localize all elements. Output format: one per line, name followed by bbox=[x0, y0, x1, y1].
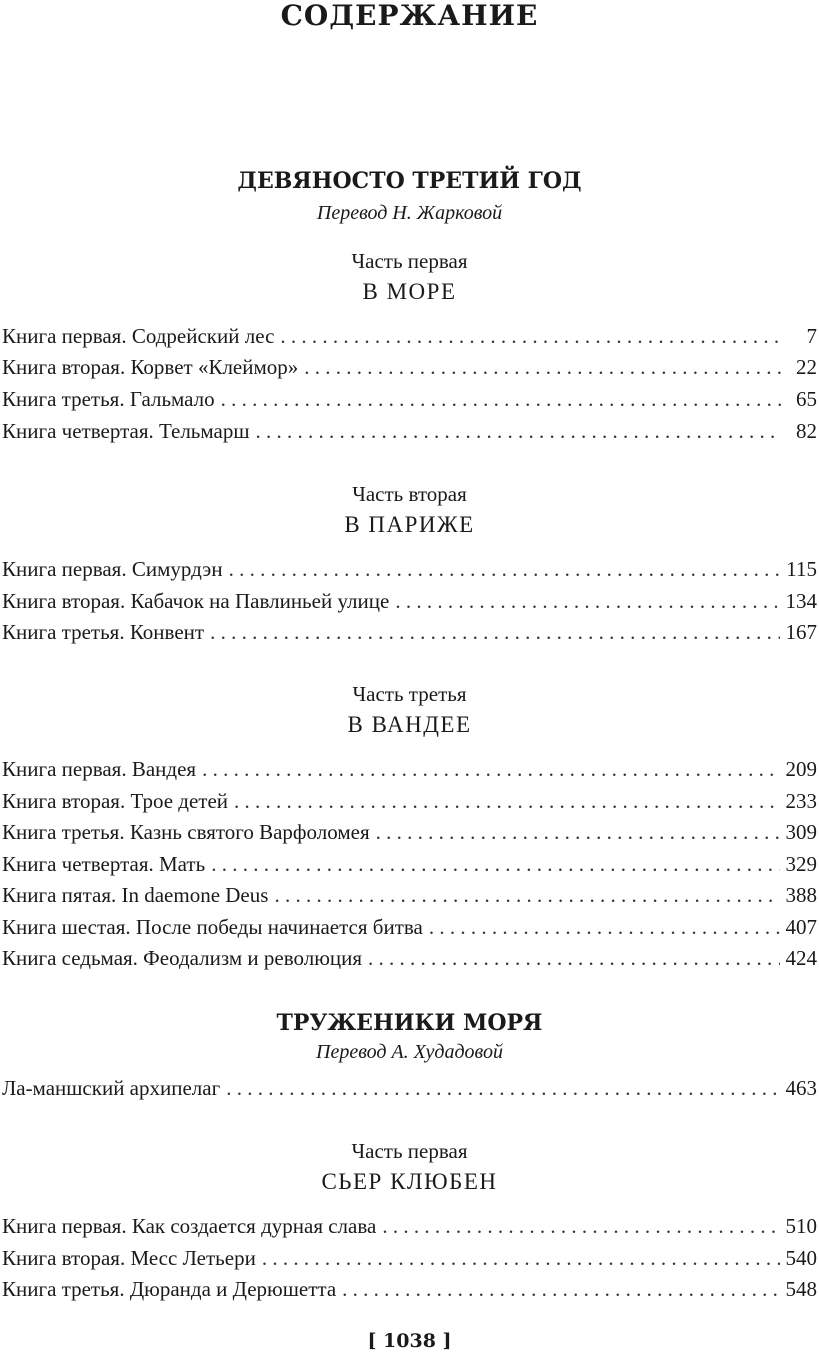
entry-page: 329 bbox=[785, 852, 817, 876]
leader-dots bbox=[429, 914, 780, 940]
leader-dots bbox=[234, 788, 779, 814]
entry-label: Книга первая. Содрейский лес bbox=[2, 324, 275, 348]
leader-dots bbox=[395, 588, 779, 614]
work-title-1: ДЕВЯНОСТО ТРЕТИЙ ГОД bbox=[237, 168, 582, 194]
leader-dots bbox=[382, 1213, 779, 1239]
entry-label: Книга третья. Дюранда и Дерюшетта bbox=[2, 1277, 337, 1301]
entry-page: 309 bbox=[785, 820, 817, 844]
leader-dots bbox=[368, 945, 779, 971]
entry-label: Ла-маншский архипелаг bbox=[2, 1076, 221, 1100]
entry-page: 233 bbox=[785, 789, 817, 813]
leader-dots bbox=[210, 619, 779, 645]
toc-entry[interactable] bbox=[2, 1075, 817, 1101]
toc-entry[interactable] bbox=[2, 945, 817, 971]
entry-label: Книга четвертая. Мать bbox=[2, 852, 206, 876]
leader-dots bbox=[262, 1245, 780, 1271]
entry-label: Книга вторая. Кабачок на Павлиньей улице bbox=[2, 589, 390, 613]
entry-page: 463 bbox=[785, 1076, 817, 1100]
entry-page: 115 bbox=[786, 557, 817, 581]
entry-label: Книга вторая. Корвет «Клеймор» bbox=[2, 355, 299, 379]
entry-page: 388 bbox=[785, 883, 817, 907]
toc-entry[interactable] bbox=[2, 588, 817, 614]
part-title: СЬЕР КЛЮБЕН bbox=[321, 1169, 498, 1194]
entry-page: 510 bbox=[785, 1214, 817, 1238]
page-number: [ 1038 ] bbox=[367, 1330, 452, 1352]
leader-dots bbox=[342, 1276, 779, 1302]
part-title: В МОРЕ bbox=[362, 279, 457, 304]
toc-entry[interactable] bbox=[2, 851, 817, 877]
entry-label: Книга вторая. Трое детей bbox=[2, 789, 229, 813]
leader-dots bbox=[256, 418, 781, 444]
entry-label: Книга седьмая. Феодализм и революция bbox=[2, 946, 363, 970]
part-label: Часть первая bbox=[351, 1139, 468, 1163]
toc-entry[interactable] bbox=[2, 788, 817, 814]
leader-dots bbox=[304, 354, 781, 380]
entry-page: 22 bbox=[796, 355, 817, 379]
leader-dots bbox=[274, 882, 779, 908]
entry-page: 82 bbox=[796, 419, 817, 443]
entry-label: Книга третья. Гальмало bbox=[2, 387, 215, 411]
entry-label: Книга четвертая. Тельмарш bbox=[2, 419, 250, 443]
leader-dots bbox=[202, 756, 779, 782]
entry-label: Книга шестая. После победы начинается битва bbox=[2, 915, 423, 939]
toc-entry[interactable] bbox=[2, 819, 817, 845]
entry-page: 540 bbox=[785, 1246, 817, 1270]
leader-dots bbox=[221, 386, 781, 412]
leader-dots bbox=[211, 851, 779, 877]
toc-entry[interactable] bbox=[2, 756, 817, 782]
leader-dots bbox=[229, 556, 781, 582]
part-title: В ВАНДЕЕ bbox=[347, 712, 472, 737]
entry-label: Книга вторая. Месс Летьери bbox=[2, 1246, 256, 1270]
toc-entry[interactable] bbox=[2, 386, 817, 412]
toc-entry[interactable] bbox=[2, 619, 817, 645]
part-label: Часть вторая bbox=[352, 482, 467, 506]
leader-dots bbox=[226, 1075, 779, 1101]
translator-2: Перевод А. Худадовой bbox=[316, 1041, 503, 1063]
entry-label: Книга пятая. In daemone Deus bbox=[2, 883, 269, 907]
page-title: СОДЕРЖАНИЕ bbox=[280, 0, 539, 32]
toc-entry[interactable] bbox=[2, 914, 817, 940]
entry-page: 167 bbox=[785, 620, 817, 644]
translator-1: Перевод Н. Жарковой bbox=[316, 202, 503, 224]
entry-label: Книга третья. Казнь святого Варфоломея bbox=[2, 820, 370, 844]
leader-dots bbox=[280, 323, 781, 349]
toc-entry[interactable] bbox=[2, 882, 817, 908]
entry-page: 65 bbox=[796, 387, 817, 411]
entry-label: Книга третья. Конвент bbox=[2, 620, 205, 644]
entry-page: 134 bbox=[785, 589, 817, 613]
toc-entry[interactable] bbox=[2, 1276, 817, 1302]
entry-page: 548 bbox=[785, 1277, 817, 1301]
toc-entry[interactable] bbox=[2, 1245, 817, 1271]
toc-entry[interactable] bbox=[2, 1213, 817, 1239]
toc-entry[interactable] bbox=[2, 418, 817, 444]
entry-label: Книга первая. Симурдэн bbox=[2, 557, 223, 581]
toc-entry[interactable] bbox=[2, 354, 817, 380]
part-title: В ПАРИЖЕ bbox=[344, 512, 475, 537]
entry-page: 407 bbox=[785, 915, 817, 939]
work-title-2: ТРУЖЕНИКИ МОРЯ bbox=[276, 1010, 543, 1036]
toc-entry[interactable] bbox=[2, 556, 817, 582]
part-label: Часть третья bbox=[352, 682, 467, 706]
entry-label: Книга первая. Вандея bbox=[2, 757, 197, 781]
leader-dots bbox=[376, 819, 780, 845]
entry-label: Книга первая. Как создается дурная слава bbox=[2, 1214, 377, 1238]
entry-page: 424 bbox=[785, 946, 817, 970]
entry-page: 7 bbox=[806, 324, 817, 348]
part-label: Часть первая bbox=[351, 249, 468, 273]
entry-page: 209 bbox=[785, 757, 817, 781]
toc-entry[interactable] bbox=[2, 323, 817, 349]
